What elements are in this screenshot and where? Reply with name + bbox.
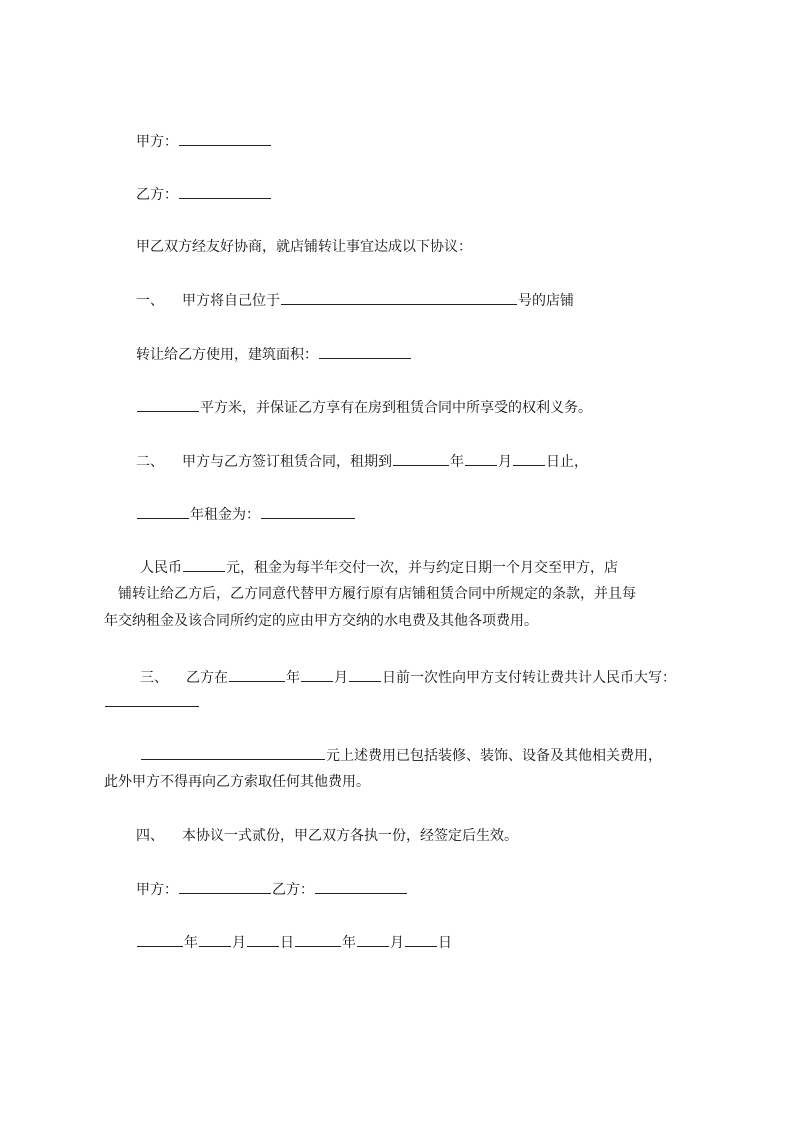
party-a-label: 甲方： [136,134,178,150]
clause-2-number: 二、 [136,454,164,470]
party-b-line [136,184,272,205]
sign-party-b-label: 乙方： [272,882,314,898]
transfer-fee-blank [141,745,325,760]
payment-year-blank [229,667,285,682]
clause-2-line-1 [136,451,588,472]
sign-b-year-blank [295,932,341,947]
clause-2-rmb: 人民币 [140,560,182,576]
clause-3-text-b: 日前一次性向甲方支付转让费共计人民币大写： [382,670,676,686]
sign-b-day: 日 [438,935,452,951]
clause-1-area-label: 转让给乙方使用，建筑面积： [136,347,318,363]
clause-3-line-1 [140,667,676,688]
clause-1-text-a: 甲方将自己位于 [182,293,280,309]
clause-3-month: 月 [334,670,348,686]
clause-3-line-4: 此外甲方不得再向乙方索取任何其他费用。 [104,774,370,790]
clause-3-year: 年 [286,670,300,686]
clause-3-line-3 [140,745,662,766]
area-blank [319,344,411,359]
clause-2-yuan-rest: 元，租金为每半年交付一次，并与约定日期一个月交至甲方，店 [226,560,618,576]
clause-3-line-3-text: 元上述费用已包括装修、装饰、设备及其他相关费用， [326,748,662,764]
sign-a-month-blank [199,932,231,947]
sign-b-day-blank [405,932,437,947]
clause-2-line-2 [136,504,356,525]
lease-day-blank [513,451,545,466]
clause-1-line-3 [136,397,592,418]
party-b-blank [179,184,271,199]
rmb-blank [183,557,225,572]
clause-2-line-5: 年交纳租金及该合同所约定的应由甲方交纳的水电费及其他各项费用。 [104,613,538,629]
clause-3-text-a: 乙方在 [186,670,228,686]
sign-party-a-label: 甲方： [136,882,178,898]
clause-1-line-2 [136,344,412,365]
payment-month-blank [301,667,333,682]
clause-2-text-a: 甲方与乙方签订租赁合同，租期到 [182,454,392,470]
clause-2-year: 年 [450,454,464,470]
clause-2-line-4: 铺转让给乙方后，乙方同意代替甲方履行原有店铺租赁合同中所规定的条款，并且每 [118,586,636,602]
sign-a-day-blank [247,932,279,947]
clause-1-line-3-text: 平方米，并保证乙方享有在房到租赁合同中所享受的权利义务。 [200,400,592,416]
address-blank [281,290,517,305]
clause-4-line [136,826,518,846]
clause-1-number: 一、 [136,293,164,309]
party-a-blank [179,131,271,146]
clause-4-text: 本协议一式贰份，甲乙双方各执一份，经签定后生效。 [182,828,518,844]
rent-amount-blank [261,504,355,519]
party-b-label: 乙方： [136,187,178,203]
sign-a-year-blank [137,932,183,947]
party-a-line [136,131,272,152]
intro-text: 甲乙双方经友好协商，就店铺转让事宜达成以下协议： [136,239,472,255]
clause-2-rent-label: 年租金为： [190,507,260,523]
sign-b-month-blank [357,932,389,947]
sign-party-b-blank [315,879,407,894]
sign-a-year: 年 [184,935,198,951]
clause-1-text-b: 号的店铺 [518,293,574,309]
sign-b-year: 年 [342,935,356,951]
lease-year-blank [393,451,449,466]
signature-line [136,879,408,900]
clause-3-number: 三、 [140,670,168,686]
sign-party-a-blank [179,879,271,894]
clause-1-line-1 [136,290,574,311]
date-line [136,932,452,953]
clause-2-line-3 [140,557,618,578]
payment-day-blank [349,667,381,682]
sign-a-month: 月 [232,935,246,951]
square-meter-blank [137,397,199,412]
sign-a-day: 日 [280,935,294,951]
lease-month-blank [465,451,497,466]
clause-2-day-end: 日止， [546,454,588,470]
clause-2-month: 月 [498,454,512,470]
sign-b-month: 月 [390,935,404,951]
rent-year-blank [137,504,189,519]
capital-amount-blank [105,692,199,707]
clause-3-line-2 [104,692,200,713]
clause-4-number: 四、 [136,828,164,844]
